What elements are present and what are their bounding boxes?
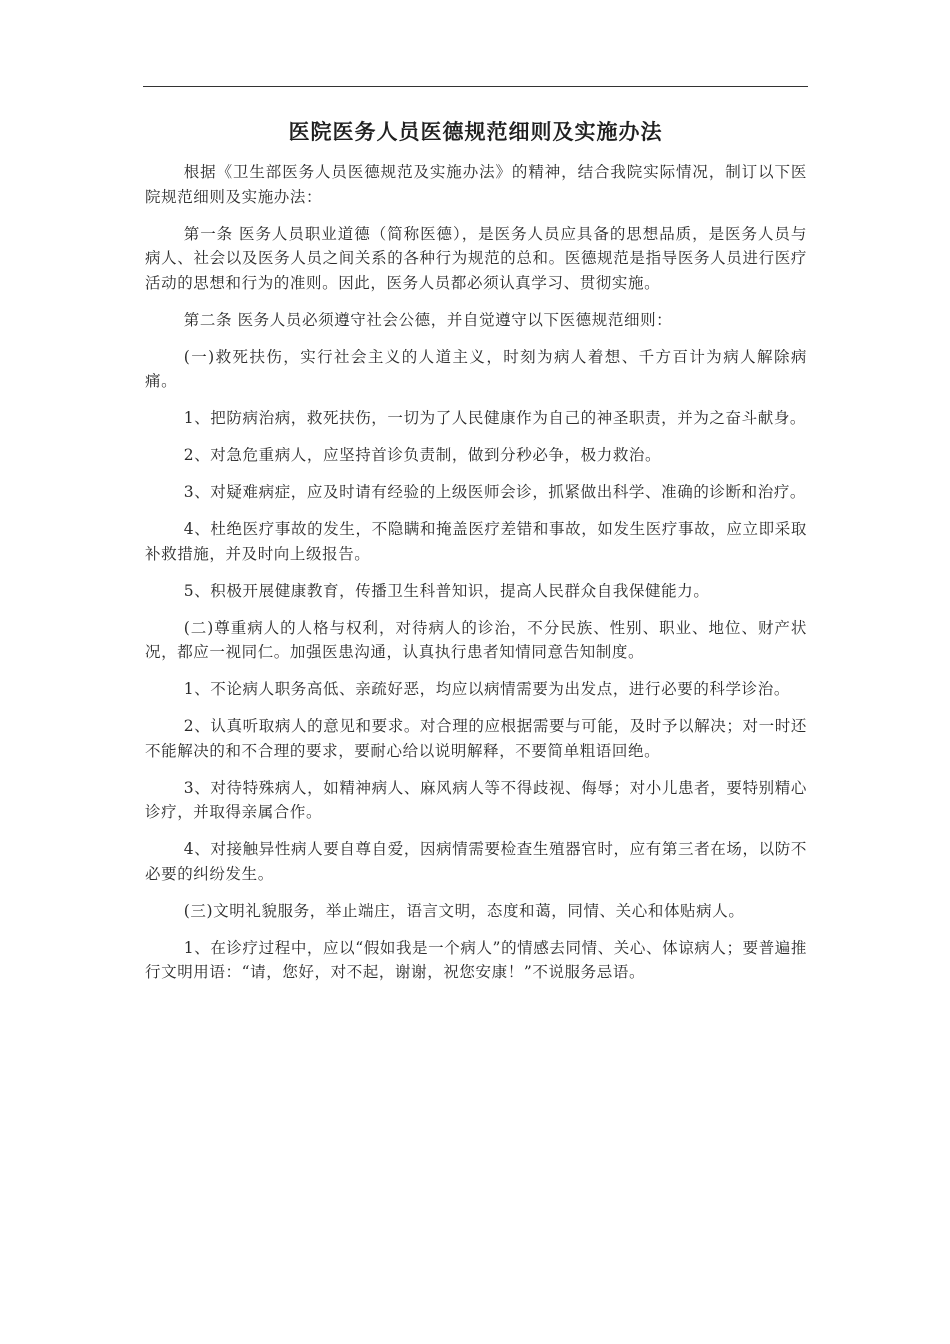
- header-divider: [143, 86, 808, 87]
- paragraph-item: 5、积极开展健康教育，传播卫生科普知识，提高人民群众自我保健能力。: [183, 581, 710, 600]
- paragraph-item: 2、对急危重病人，应坚持首诊负责制，做到分秒必争，极力救治。: [183, 446, 662, 464]
- paragraph-item: 1、在诊疗过程中，应以“假如我是一个病人”的情感去同情、关心、体谅病人；要普遍推行文明用语：“请，您好，对不起，谢谢，祝您安康！”不说服务忌语。: [145, 938, 807, 981]
- paragraph-item: 1、把防病治病，救死扶伤，一切为了人民健康作为自己的神圣职责，并为之奋斗献身。: [183, 409, 807, 427]
- paragraph-item: 4、对接触异性病人要自尊自爱，因病情需要检查生殖器官时，应有第三者在场，以防不必要的纠纷发生。: [145, 840, 807, 883]
- paragraph-item: 3、对待特殊病人，如精神病人、麻风病人等不得歧视、侮辱；对小儿患者，要特别精心诊疗，并取得亲属合作。: [145, 778, 807, 821]
- paragraph-item: 2、认真听取病人的意见和要求。对合理的应根据需要与可能，及时予以解决；对一时还不能解决的和不合理的要求，要耐心给以说明解释，不要简单粗语回绝。: [145, 717, 807, 760]
- paragraph-item: 4、杜绝医疗事故的发生，不隐瞒和掩盖医疗差错和事故，如发生医疗事故，应立即采取补救措施，并及时向上级报告。: [145, 520, 807, 563]
- paragraph-section-2: (二)尊重病人的人格与权利，对待病人的诊治，不分民族、性别、职业、地位、财产状况，都应一视同仁。加强医患沟通，认真执行患者知情同意告知制度。: [145, 618, 807, 661]
- document-body: [145, 160, 807, 997]
- paragraph-section-1: (一)救死扶伤，实行社会主义的人道主义，时刻为病人着想、千方百计为病人解除病痛。: [145, 347, 807, 390]
- paragraph-intro: 根据《卫生部医务人员医德规范及实施办法》的精神，结合我院实际情况，制订以下医院规范细则及实施办法：: [145, 163, 807, 206]
- paragraph-article-1: 第一条 医务人员职业道德（简称医德），是医务人员应具备的思想品质，是医务人员与病人、社会以及医务人员之间关系的各种行为规范的总和。医德规范是指导医务人员进行医疗活动的思想和行为的准则。因此，医务人员都必须认真学习、贯彻实施。: [145, 224, 807, 292]
- paragraph-section-3: (三)文明礼貌服务，举止端庄，语言文明，态度和蔼，同情、关心和体贴病人。: [183, 901, 745, 920]
- paragraph-item: 3、对疑难病症，应及时请有经验的上级医师会诊，抓紧做出科学、准确的诊断和治疗。: [183, 483, 807, 501]
- document-title: 医院医务人员医德规范细则及实施办法: [288, 119, 663, 144]
- paragraph-item: 1、不论病人职务高低、亲疏好恶，均应以病情需要为出发点，进行必要的科学诊治。: [183, 680, 790, 698]
- paragraph-article-2: 第二条 医务人员必须遵守社会公德，并自觉遵守以下医德规范细则：: [183, 310, 673, 329]
